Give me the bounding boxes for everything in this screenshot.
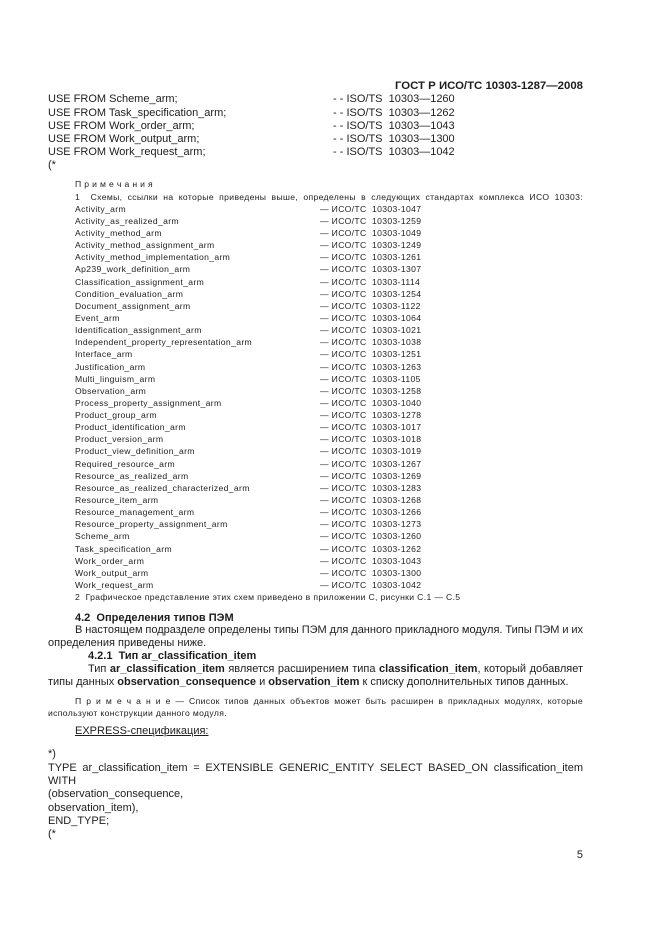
use-from-block (48, 93, 455, 172)
use-from-standard-ref: - - ISO/TS 10303—1262 (333, 106, 455, 119)
schema-standard-ref: — ИСО/ТС 10303-1258 (320, 385, 422, 396)
use-from-statement: USE FROM Work_request_arm; (48, 146, 206, 159)
description-text: типы данных (48, 675, 118, 688)
bold-term: observation_consequence (117, 675, 257, 688)
code-line: TYPE ar_classification_item = EXTENSIBLE GENERIC_ENTITY SELECT BASED_ON classification_item (48, 761, 584, 774)
standard-designation: ГОСТ Р ИСО/ТС 10303-1287—2008 (394, 80, 583, 92)
subsection-heading: 4.2.1 Тип ar_classification_item (88, 649, 257, 662)
schema-row (75, 324, 583, 336)
description-text: к списку дополнительных типов данных. (359, 675, 569, 688)
schema-name: Activity_method_implementation_arm (75, 252, 231, 263)
description-text: является расширением типа (224, 662, 380, 675)
notes-heading: П р и м е ч а н и я (75, 179, 154, 190)
schema-row (75, 506, 583, 518)
subsection-description-line (88, 663, 583, 676)
schema-name: Process_property_assignment_arm (75, 397, 222, 408)
schema-row (75, 373, 583, 385)
schema-standard-ref: — ИСО/ТС 10303-1254 (320, 288, 422, 299)
schema-standard-ref: — ИСО/ТС 10303-1251 (320, 349, 422, 360)
schema-standard-ref: — ИСО/ТС 10303-1040 (320, 397, 422, 408)
schema-row (75, 227, 583, 239)
schema-name: Classification_assignment_arm (75, 276, 205, 287)
section-note (48, 695, 583, 719)
schema-standard-ref: — ИСО/ТС 10303-1249 (320, 240, 422, 251)
schema-standard-ref: — ИСО/ТС 10303-1018 (320, 434, 422, 445)
schema-name: Product_identification_arm (75, 422, 186, 433)
schema-standard-ref: — ИСО/ТС 10303-1122 (320, 300, 421, 311)
code-line: *) (48, 748, 56, 761)
schema-standard-ref: — ИСО/ТС 10303-1273 (320, 519, 422, 530)
schema-standard-ref: — ИСО/ТС 10303-1266 (320, 507, 422, 518)
schema-row (75, 215, 583, 227)
schema-standard-ref: — ИСО/ТС 10303-1267 (320, 458, 422, 469)
schema-name: Resource_management_arm (75, 507, 195, 518)
schema-standard-ref: — ИСО/ТС 10303-1043 (320, 555, 422, 566)
schema-row (75, 494, 583, 506)
schema-name: Identification_assignment_arm (75, 325, 202, 336)
schema-row (75, 300, 583, 312)
section-intro-line: В настоящем подразделе определены типы ПЭМ для данного прикладного модуля. Типы ПЭМ и их (75, 624, 584, 637)
schema-name: Multi_linguism_arm (75, 373, 156, 384)
schema-standard-ref: — ИСО/ТС 10303-1047 (320, 203, 422, 214)
schema-name: Task_specification_arm (75, 543, 173, 554)
schema-standard-ref: — ИСО/ТС 10303-1268 (320, 495, 422, 506)
use-from-row (48, 106, 455, 120)
schema-standard-ref: — ИСО/ТС 10303-1300 (320, 567, 422, 578)
express-spec-label: EXPRESS-спецификация: (75, 724, 209, 737)
bold-term: observation_item (268, 675, 360, 688)
schema-standard-ref: — ИСО/ТС 10303-1261 (320, 252, 422, 263)
schema-row (75, 336, 583, 348)
section-4-2 (48, 612, 583, 689)
description-text: и (256, 675, 269, 688)
schema-row (75, 470, 583, 482)
note-2: 2 Графическое представление этих схем приведено в приложении С, рисунки С.1 — С.5 (75, 592, 461, 603)
schema-name: Activity_method_assignment_arm (75, 240, 215, 251)
schema-standard-ref: — ИСО/ТС 10303-1259 (320, 215, 422, 226)
schema-standard-ref: — ИСО/ТС 10303-1064 (320, 312, 422, 323)
code-line: (observation_consequence, (48, 788, 184, 801)
schema-name: Observation_arm (75, 385, 147, 396)
schema-row (75, 397, 583, 409)
use-from-row (48, 146, 455, 159)
use-from-row (48, 119, 455, 133)
description-text: Тип (88, 662, 110, 675)
page-number: 5 (576, 848, 583, 861)
schema-row (75, 579, 583, 591)
subsection-description-line (48, 676, 583, 689)
schema-row (75, 239, 583, 251)
schema-name: Product_group_arm (75, 410, 157, 421)
schema-row (75, 567, 583, 579)
bold-term: classification_item (379, 662, 478, 675)
description-text: , который добавляет (477, 662, 584, 675)
schema-row (75, 276, 583, 288)
code-line: (* (48, 828, 56, 841)
schema-standard-ref: — ИСО/ТС 10303-1017 (320, 422, 422, 433)
schema-standard-ref: — ИСО/ТС 10303-1019 (320, 446, 422, 457)
schema-standard-ref: — ИСО/ТС 10303-1105 (320, 373, 421, 384)
schema-name: Work_output_arm (75, 567, 149, 578)
schema-name: Product_version_arm (75, 434, 164, 445)
use-from-standard-ref: - - ISO/TS 10303—1042 (333, 146, 455, 159)
schema-standard-ref: — ИСО/ТС 10303-1262 (320, 543, 422, 554)
schema-row (75, 421, 583, 433)
schema-row (75, 445, 583, 457)
use-from-standard-ref: - - ISO/TS 10303—1043 (333, 119, 455, 132)
use-from-row (48, 93, 455, 106)
schema-row (75, 530, 583, 542)
schema-row (75, 409, 583, 421)
schema-standard-ref: — ИСО/ТС 10303-1038 (320, 337, 422, 348)
schema-name: Event_arm (75, 312, 120, 323)
notes-block (75, 178, 583, 603)
schema-name: Required_resource_arm (75, 458, 176, 469)
schema-standard-ref: — ИСО/ТС 10303-1278 (320, 410, 422, 421)
schema-standard-ref: — ИСО/ТС 10303-1263 (320, 361, 422, 372)
express-code-block (48, 748, 583, 841)
schema-row (75, 288, 583, 300)
schema-standard-ref: — ИСО/ТС 10303-1269 (320, 470, 422, 481)
code-line: observation_item), (48, 801, 139, 814)
note-1-intro: 1 Схемы, ссылки на которые приведены выше, определены в следующих стандартах комплекса ИСО 10303: (75, 191, 583, 202)
comment-open-marker: (* (48, 159, 56, 172)
schema-standard-ref: — ИСО/ТС 10303-1283 (320, 482, 422, 493)
schema-name: Condition_evaluation_arm (75, 288, 184, 299)
code-line: WITH (48, 775, 77, 787)
schema-name: Activity_as_realized_arm (75, 215, 179, 226)
schema-name: Interface_arm (75, 349, 133, 360)
schema-row (75, 518, 583, 530)
schema-standard-ref: — ИСО/ТС 10303-1021 (320, 325, 422, 336)
schema-name: Ap239_work_definition_arm (75, 264, 191, 275)
schema-name: Work_order_arm (75, 555, 145, 566)
schema-name: Document_assignment_arm (75, 300, 191, 311)
use-from-statement: USE FROM Work_output_arm; (48, 132, 200, 145)
use-from-standard-ref: - - ISO/TS 10303—1300 (333, 132, 455, 145)
schema-name: Resource_as_realized_characterized_arm (75, 482, 250, 493)
schema-name: Resource_as_realized_arm (75, 470, 189, 481)
section-heading: 4.2 Определения типов ПЭМ (75, 611, 234, 624)
schema-row (75, 433, 583, 445)
schema-row (75, 482, 583, 494)
use-from-statement: USE FROM Scheme_arm; (48, 93, 178, 106)
schema-row (75, 361, 583, 373)
bold-term: ar_classification_item (109, 662, 225, 675)
schema-row (75, 543, 583, 555)
schema-name: Scheme_arm (75, 531, 130, 542)
schema-row (75, 458, 583, 470)
section-note-line: П р и м е ч а н и е — Список типов данных объектов может быть расширен в прикладных модулях, которые (75, 696, 583, 706)
schema-standard-ref: — ИСО/ТС 10303-1049 (320, 227, 422, 238)
schema-standard-ref: — ИСО/ТС 10303-1260 (320, 531, 422, 542)
schema-row (75, 385, 583, 397)
use-from-row (48, 132, 455, 146)
schema-row (75, 348, 583, 360)
schema-name: Independent_property_representation_arm (75, 337, 253, 348)
schema-name: Resource_item_arm (75, 495, 159, 506)
section-intro-line: определения приведены ниже. (48, 637, 207, 650)
use-from-standard-ref: - - ISO/TS 10303—1260 (333, 93, 455, 106)
section-note-line: используют конструкции данного модуля. (48, 708, 227, 718)
schema-row (75, 251, 583, 263)
schema-row (75, 312, 583, 324)
schema-standard-ref: — ИСО/ТС 10303-1042 (320, 580, 422, 591)
schema-name: Product_view_definition_arm (75, 446, 195, 457)
code-line: END_TYPE; (48, 814, 110, 827)
schema-row (75, 263, 583, 275)
use-from-statement: USE FROM Work_order_arm; (48, 119, 195, 132)
schema-standard-ref: — ИСО/ТС 10303-1114 (320, 276, 421, 287)
schema-name: Activity_arm (75, 203, 126, 214)
schema-name: Work_request_arm (75, 580, 154, 591)
schema-row (75, 555, 583, 567)
schema-name: Resource_property_assignment_arm (75, 519, 228, 530)
schema-row (75, 203, 583, 215)
schema-name: Justification_arm (75, 361, 146, 372)
use-from-statement: USE FROM Task_specification_arm; (48, 106, 227, 119)
schema-standard-ref: — ИСО/ТС 10303-1307 (320, 264, 422, 275)
schema-name: Activity_method_arm (75, 227, 162, 238)
